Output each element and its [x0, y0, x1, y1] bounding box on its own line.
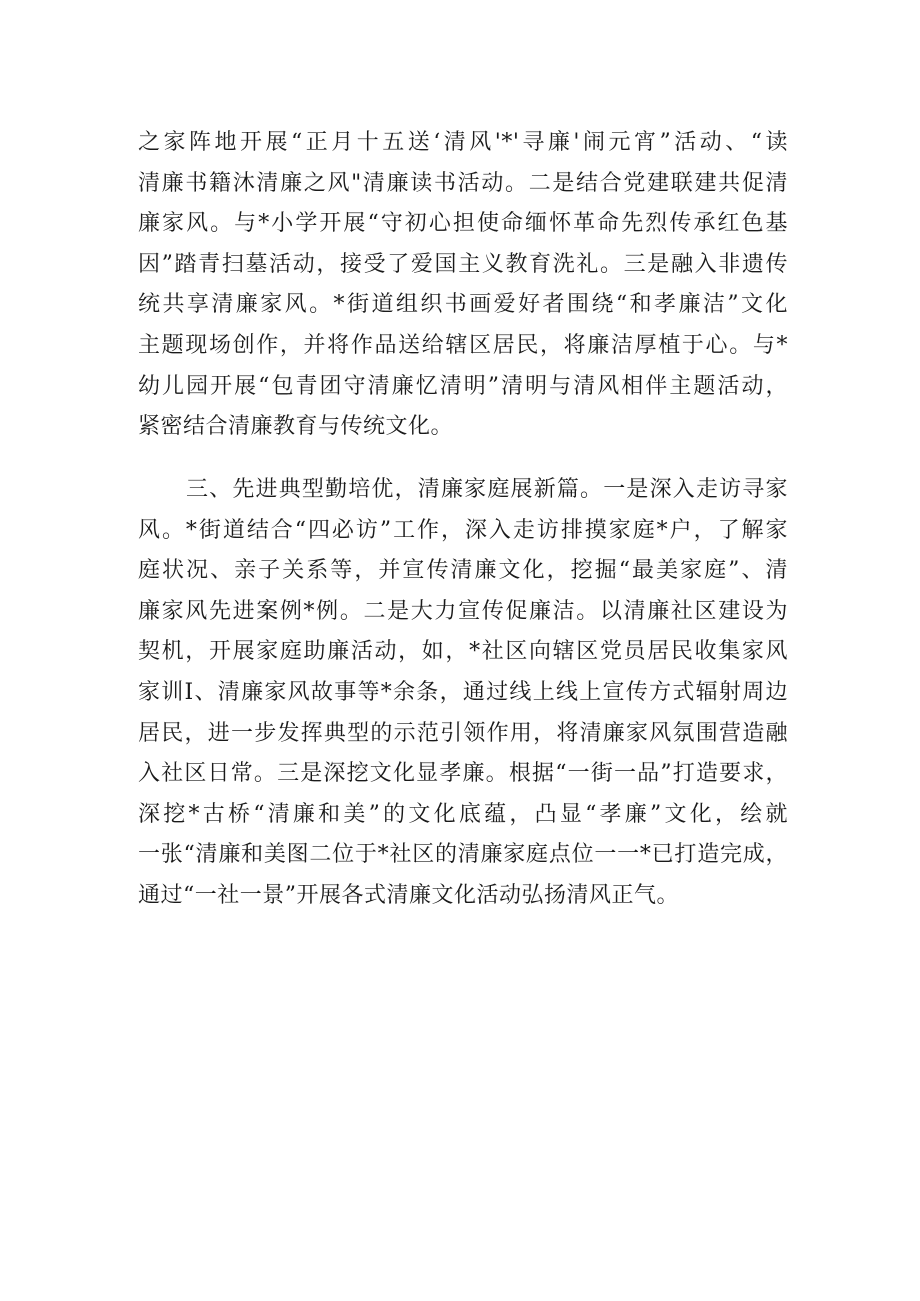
text-line: 之家阵地开展“正月十五送‘清风'*'寻廉'闹元宵”活动、“读	[138, 130, 788, 155]
text-line: 深挖*古桥“清廉和美”的文化底蕴，凸显“孝廉”文化，绘就	[138, 801, 788, 827]
text-line: 入社区日常。三是深挖文化显孝廉。根据“一街一品”打造要求，	[138, 761, 788, 787]
text-line: 居民，进一步发挥典型的示范引领作用，将清廉家风氛围营造融	[138, 720, 788, 746]
text-line: 主题现场创作，并将作品送给辖区居民，将廉洁厚植于心。与*	[138, 332, 788, 358]
text-line: 廉家风先进案例*例。二是大力宣传促廉洁。以清廉社区建设为	[138, 598, 788, 624]
paragraph-2	[138, 470, 788, 917]
text-line: 紧密结合清廉教育与传统文化。	[138, 414, 454, 440]
text-line: 幼儿园开展“包青团守清廉忆清明”清明与清风相伴主题活动，	[138, 373, 788, 399]
text-line: 通过“一社一景”开展各式清廉文化活动弘扬清风正气。	[138, 882, 679, 908]
text-line: 一张“清廉和美图二位于*社区的清廉家庭点位一一*已打造完成，	[138, 842, 788, 868]
text-line: 庭状况、亲子关系等，并宣传清廉文化，挖掘“最美家庭”、清	[138, 558, 788, 584]
text-line: 风。*街道结合“四必访”工作，深入走访排摸家庭*户，了解家	[138, 517, 788, 543]
text-line: 契机，开展家庭助廉活动，如，*社区向辖区党员居民收集家风	[138, 639, 788, 665]
text-line: 家训Ⅰ、清廉家风故事等*余条，通过线上线上宣传方式辐射周边	[138, 679, 788, 705]
text-line: 廉家风。与*小学开展“守初心担使命缅怀革命先烈传承红色基	[138, 211, 788, 237]
paragraph-1	[138, 123, 788, 448]
text-line: 三、先进典型勤培优，清廉家庭展新篇。一是深入走访寻家	[186, 477, 788, 502]
text-line: 统共享清廉家风。*街道组织书画爱好者围绕“和孝廉洁”文化	[138, 292, 788, 318]
text-line: 因”踏青扫墓活动，接受了爱国主义教育洗礼。三是融入非遗传	[138, 251, 788, 277]
text-line: 清廉书籍沐清廉之风"清廉读书活动。二是结合党建联建共促清	[138, 170, 788, 196]
